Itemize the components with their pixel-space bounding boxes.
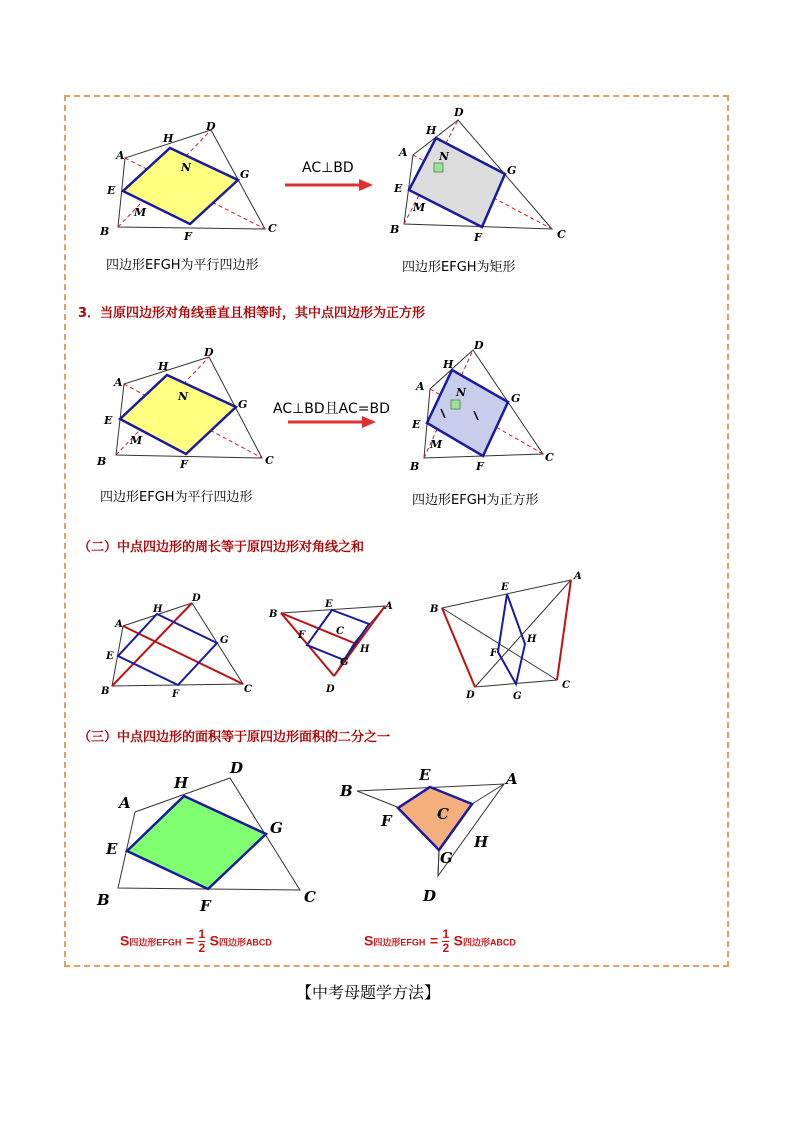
- label-D: D: [204, 346, 214, 359]
- label-D: D: [423, 887, 437, 905]
- label-H: H: [527, 634, 537, 645]
- figure-area-1: [95, 755, 325, 915]
- caption-square: 四边形EFGH为正方形: [412, 493, 539, 508]
- label-E: E: [325, 599, 333, 610]
- label-A: A: [416, 380, 425, 393]
- label-C: C: [557, 228, 566, 241]
- label-G: G: [270, 819, 283, 837]
- label-C: C: [304, 888, 316, 906]
- label-B: B: [390, 223, 400, 236]
- figure-perimeter-2: [265, 595, 400, 700]
- label-D: D: [192, 593, 201, 604]
- label-A: A: [115, 619, 123, 630]
- figure-parallelogram-1: [95, 115, 285, 245]
- label-G: G: [440, 849, 453, 867]
- label-D: D: [454, 106, 464, 119]
- label-F: F: [476, 460, 484, 473]
- label-M: M: [430, 438, 443, 451]
- label-A: A: [506, 770, 518, 788]
- label-F: F: [184, 230, 192, 243]
- caption-rectangle: 四边形EFGH为矩形: [402, 260, 516, 275]
- area-formula-2: S四边形EFGH = $\frac{1}{2}$ S四边形ABCD: [364, 927, 516, 955]
- label-E: E: [394, 182, 403, 195]
- label-E: E: [106, 840, 118, 858]
- area-formula-1: S四边形EFGH = $\frac{1}{2}$ S四边形ABCD: [120, 927, 272, 955]
- label-B: B: [410, 460, 420, 473]
- label-C: C: [265, 454, 274, 467]
- label-H: H: [474, 833, 489, 851]
- label-E: E: [107, 184, 116, 197]
- label-B: B: [269, 609, 278, 620]
- label-H: H: [153, 604, 163, 615]
- label-N: N: [181, 161, 192, 174]
- label-B: B: [100, 225, 110, 238]
- label-E: E: [104, 414, 113, 427]
- label-F: F: [172, 689, 180, 700]
- label-H: H: [158, 360, 169, 373]
- label-C: C: [437, 805, 449, 823]
- label-M: M: [134, 206, 147, 219]
- caption-parallelogram-2: 四边形EFGH为平行四边形: [100, 490, 253, 505]
- figure-perimeter-1: [97, 588, 262, 698]
- label-M: M: [130, 434, 143, 447]
- area-heading: （三）中点四边形的面积等于原四边形面积的二分之一: [78, 730, 391, 745]
- figure-perimeter-3: [425, 570, 590, 702]
- section3-heading: 3．当原四边形对角线垂直且相等时，其中点四边形为正方形: [78, 306, 426, 321]
- label-A: A: [574, 571, 582, 582]
- label-H: H: [443, 358, 454, 371]
- label-G: G: [507, 164, 517, 177]
- label-A: A: [385, 601, 393, 612]
- label-F: F: [474, 231, 482, 244]
- arrow-right-icon: [288, 414, 380, 430]
- fraction-half: $\frac{1}{2}$: [198, 927, 206, 955]
- label-G: G: [238, 398, 248, 411]
- label-B: B: [97, 455, 107, 468]
- label-E: E: [419, 766, 431, 784]
- label-H: H: [360, 644, 370, 655]
- label-F: F: [180, 458, 188, 471]
- label-E: E: [106, 651, 114, 662]
- label-B: B: [340, 782, 353, 800]
- label-A: A: [116, 149, 125, 162]
- label-H: H: [426, 124, 437, 137]
- label-N: N: [178, 390, 189, 403]
- label-F: F: [490, 648, 498, 659]
- label-G: G: [340, 657, 349, 668]
- label-G: G: [220, 635, 229, 646]
- figure-area-2: [337, 764, 527, 909]
- figure-parallelogram-2: [92, 342, 282, 472]
- label-D: D: [230, 759, 244, 777]
- fraction-half: $\frac{1}{2}$: [442, 927, 450, 955]
- label-H: H: [163, 132, 174, 145]
- caption-parallelogram-1: 四边形EFGH为平行四边形: [106, 258, 259, 273]
- label-E: E: [501, 582, 509, 593]
- label-F: F: [381, 812, 392, 830]
- label-D: D: [474, 339, 484, 352]
- label-C: C: [336, 626, 344, 637]
- label-F: F: [200, 897, 211, 915]
- label-B: B: [430, 604, 439, 615]
- label-D: D: [466, 690, 475, 701]
- label-D: D: [326, 684, 335, 695]
- label-A: A: [399, 146, 408, 159]
- figure-rectangle: [388, 100, 578, 245]
- label-E: E: [412, 418, 421, 431]
- arrow-right-icon: [285, 177, 377, 193]
- label-C: C: [244, 684, 252, 695]
- label-N: N: [439, 150, 450, 163]
- label-D: D: [206, 120, 216, 133]
- label-F: F: [298, 630, 306, 641]
- label-M: M: [413, 201, 426, 214]
- label-C: C: [545, 451, 554, 464]
- condition-perpendicular-equal: AC⊥BD且AC=BD: [273, 401, 390, 417]
- label-G: G: [240, 168, 250, 181]
- perimeter-heading: （二）中点四边形的周长等于原四边形对角线之和: [78, 540, 365, 555]
- label-C: C: [562, 680, 570, 691]
- label-N: N: [456, 386, 467, 399]
- label-H: H: [174, 774, 189, 792]
- figure-square: [405, 335, 570, 475]
- label-B: B: [97, 891, 110, 909]
- label-A: A: [114, 376, 123, 389]
- label-G: G: [513, 691, 522, 702]
- condition-perpendicular: AC⊥BD: [302, 160, 354, 176]
- footer-title: 【中考母题学方法】: [296, 983, 441, 1002]
- label-G: G: [511, 392, 521, 405]
- label-A: A: [119, 794, 131, 812]
- label-B: B: [101, 686, 110, 697]
- label-C: C: [268, 222, 277, 235]
